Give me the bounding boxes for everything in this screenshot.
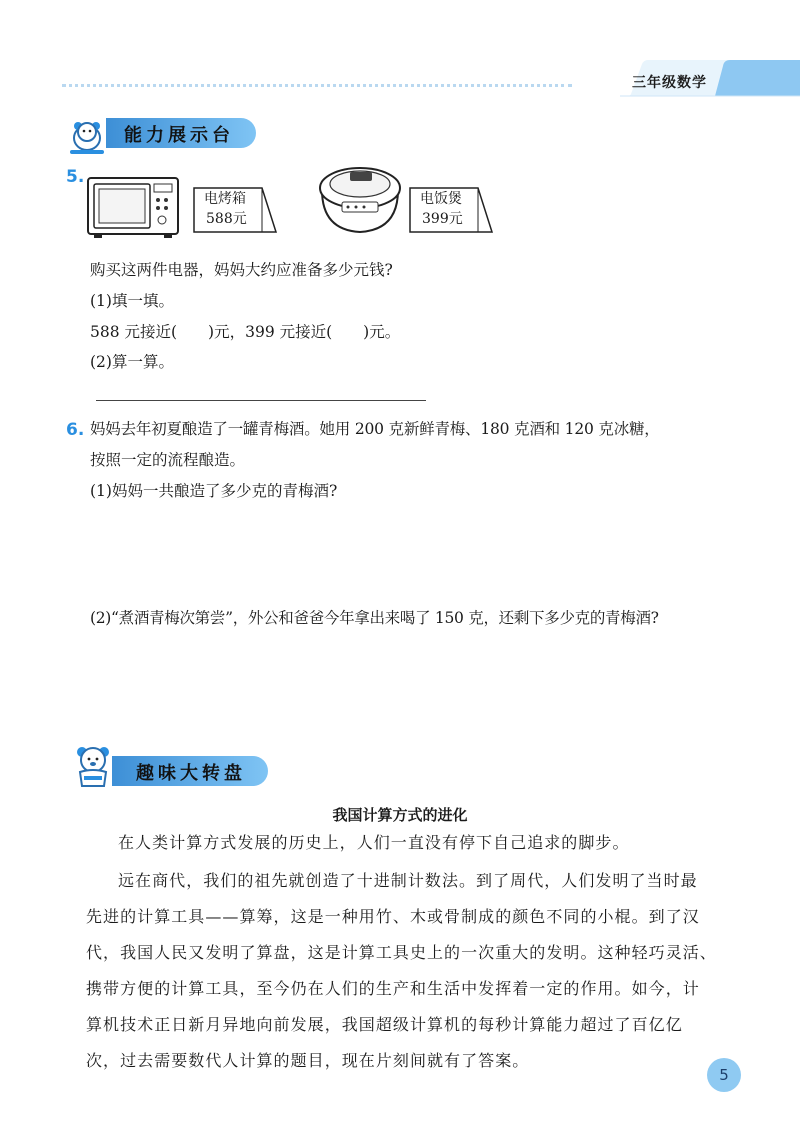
cooker-name: 电饭煲 <box>420 191 462 207</box>
q5-part1-label: (1)填一填。 <box>90 292 174 310</box>
q5-part1-blanks: 588 元接近( )元，399 元接近( )元。 <box>90 323 401 341</box>
section-title-fun: 趣味大转盘 <box>136 763 246 784</box>
header-dotted-rule <box>62 84 572 87</box>
section-title-ability: 能力展示台 <box>124 125 234 146</box>
q6-part2: (2)“煮酒青梅次第尝”，外公和爸爸今年拿出来喝了 150 克，还剩下多少克的青梅酒? <box>90 609 659 627</box>
microwave-oven-image <box>86 176 182 240</box>
cooker-price: 399元 <box>422 211 463 227</box>
article-line: 代，我国人民又发明了算盘，这是计算工具史上的一次重大的发明。这种轻巧灵活、 <box>86 943 717 962</box>
bear-mascot-icon <box>70 742 116 790</box>
rice-cooker-image <box>314 160 406 238</box>
oven-price: 588元 <box>206 211 247 227</box>
header-subject: 三年级数学 <box>632 75 707 91</box>
q5-answer-line[interactable] <box>96 400 426 401</box>
bear-mascot-icon <box>64 112 110 158</box>
q6-text-line1: 妈妈去年初夏酿造了一罐青梅酒。她用 200 克新鲜青梅、180 克酒和 120 克冰糖， <box>90 420 660 438</box>
article-line: 算机技术正日新月异地向前发展，我国超级计算机的每秒计算能力超过了百亿亿 <box>86 1015 683 1034</box>
article-line: 先进的计算工具——算筹，这是一种用竹、木或骨制成的颜色不同的小棍。到了汉 <box>86 907 700 926</box>
q6-text-line2: 按照一定的流程酿造。 <box>90 451 246 469</box>
q6-part1: (1)妈妈一共酿造了多少克的青梅酒? <box>90 482 338 500</box>
article-paragraph-1: 在人类计算方式发展的历史上，人们一直没有停下自己追求的脚步。 <box>118 833 630 852</box>
article-title: 我国计算方式的进化 <box>332 806 468 824</box>
oven-name: 电烤箱 <box>204 191 246 207</box>
article-line: 远在商代，我们的祖先就创造了十进制计数法。到了周代，人们发明了当时最 <box>118 871 698 890</box>
article-line: 携带方便的计算工具，至今仍在人们的生产和生活中发挥着一定的作用。如今，计 <box>86 979 700 998</box>
question-number-6: 6. <box>66 420 85 440</box>
q5-part2-label: (2)算一算。 <box>90 353 174 371</box>
q5-question: 购买这两件电器，妈妈大约应准备多少元钱? <box>90 261 393 279</box>
page-number: 5 <box>707 1058 741 1092</box>
article-line: 次，过去需要数代人计算的题目，现在片刻间就有了答案。 <box>86 1051 530 1070</box>
question-number-5: 5. <box>66 167 85 187</box>
